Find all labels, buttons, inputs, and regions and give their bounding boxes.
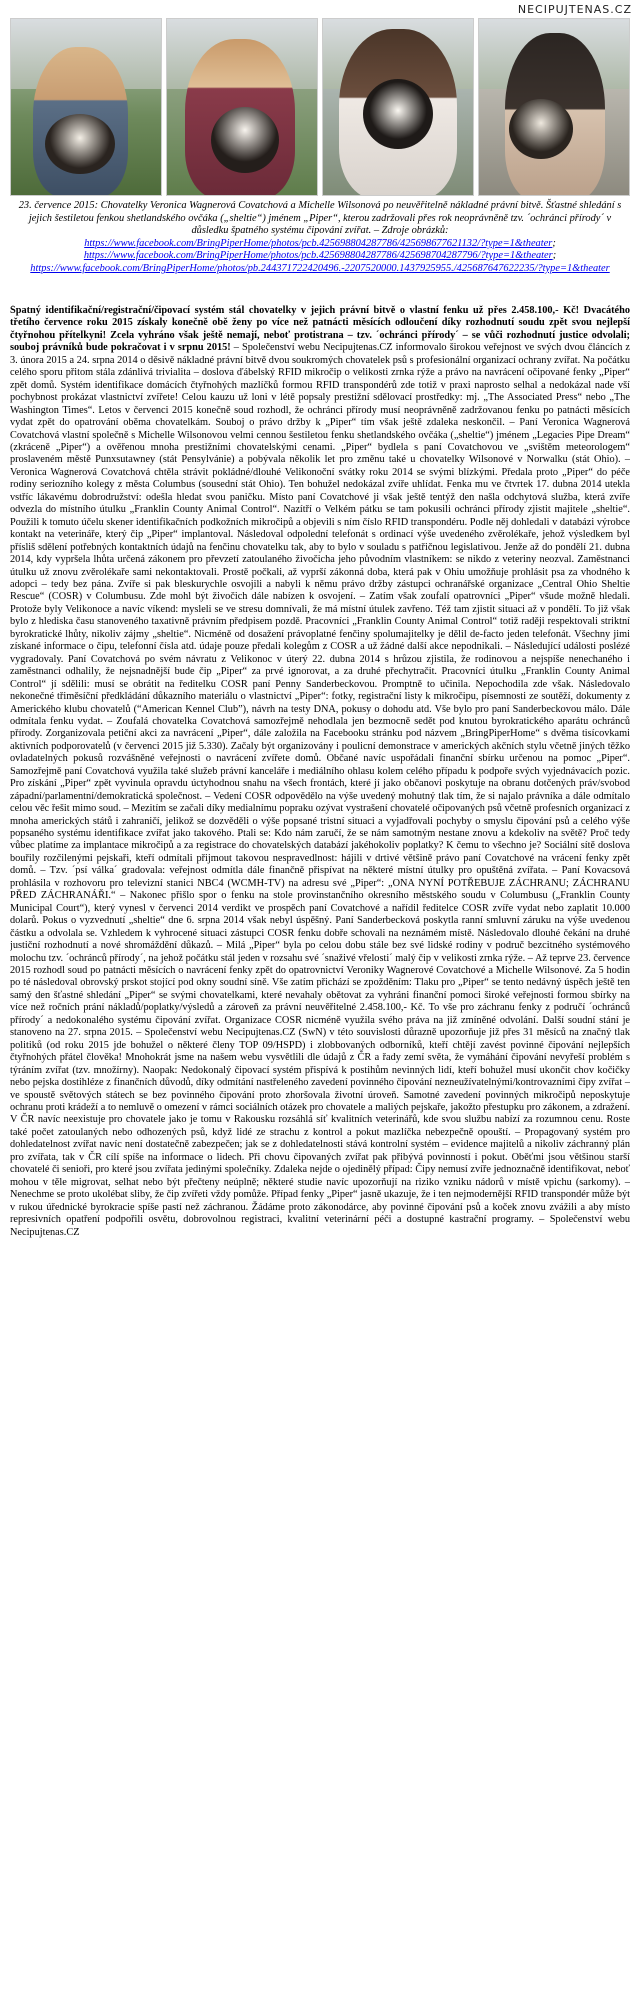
photo-3 [322,18,474,196]
photo-caption: 23. července 2015: Chovatelky Veronica Wagnerová Covatchová a Michelle Wilsonová po neuvěřitelně nákladné právní bitvě. Šťastné shledání s jejich šestiletou fenkou shetlandského ovčáka („sheltie“) jménem „Piper“, kterou zadržovali přes rok neoprávněně tzv. ´ochránci přírody´ v důsledku špatného systému čipování zvířat. – Zdroje obrázků: https://www.facebook.com/BringPiperHome/photos/pcb.425698804287786/425698677621132/?type=1&theater; https://www.facebook.com/BringPiperHome/photos/pcb.425698804287786/425698704287796/?type=1&theater; https://www.facebook.com/BringPiperHome/photos/pb.244371722420496.-2207520000.1437925955./425687647622235/?type=1&theater [18,200,622,274]
article-text: – Společenství webu Necipujtenas.CZ informovalo širokou veřejnost ve svých dvou článcích z 3. února 2015 a 24. srpna 2014 o děsivě nákladné právní bitvě dvou soukromých chovatelek psů s profesionální organizací ochrany zvířat. Na počátku celého sporu přitom stála zdánlivá trivialita – doslova ďábelský RFID mikročip o velikosti zrnka rýže a právo na navrácení očipované fenky „Piper“ zpět domů. Systém identifikace domácích čtyřnohých mazlíčků formou RFID transpondérů zde totiž v praxi naprosto selhal a nedokázal nade vší pochybnost prokázat vlastnictví zvířete! Celou kauzu už loni v létě popsaly prestižní sdělovací prostředky: mj. „The Associated Press“ nebo „The Washington Times“. Letos v červenci 2015 konečně soud rozhodl, že ochránci přírody musí neoprávněně zadržovanou fenku po patnácti měsících vydat zpět do opatrování oběma chovatelkám. Souboj o právo držby k „Piper“ tím však ještě zdaleka neskončil. – Paní Veronica Wagnerová Covatchová vlastní společně s Michelle Wilsonovou velmi cennou šestiletou fenku shetlandského ovčáka („sheltie“) jménem „Legacies Pipe Dream“ (zkráceně „Piper“) a ověřenou mnoha prestižními chovatelskými cenami. „Piper“ bydlela s paní Covatchovou ve „svištěm meteorologem“ proslaveném městě Punxsutawney (stát Pensylvánie) a pobývala několik let pro změnu také u chovatelky Wilsonové v Norwalku (stát Ohio). – Veronica Wagnerová Covatchová chtěla strávit pokládné/dlouhé Velikonoční svátky roku 2014 se svými blízkými. Předala proto „Piper“ do péče rodiny seriozního kolegy z města Columbus (sousední stát Ohio). Ten bohužel nedokázal zvíře uhlídat. Fenka mu ve čtvrtek 17. dubna 2014 utekla vstříc lákavému dobrodružství: odešla hledat svou paničku. Místo paní Covatchové ji však ještě tentýž den našla odchytová služba, která zvíře odvezla do místního útulku „Franklin County Animal Control“. Nazítří o Velkém pátku se tam pokusili ochránci přírody zjistit majitele „sheltie“. Použili k tomuto účelu skener identifikačních podkožních mikročipů a objevili s ním číslo RFID transpondéru. Podle něj dohledali v databázi výrobce kontakt na veterináře, který čip „Piper“ implantoval. Následoval odpolední telefonát s ordinací výše uvedeného zvěrolékaře, jehož výsledkem byl přísliš sdělení potřebných kontaktních údajů na fenčinu chovatelku tak, aby to bylo v souladu s patřičnou legislativou. Jenže až do pondělí 21. dubna 2014, kdy vypršela lhůta určená zákonem pro převzetí zatoulaného živočicha jeho původním vlastníkem: se nikdo z veteriny neozval. Zaměstnanci útulku už znovu zvěrolékaře sami nekontaktovali. Prostě počkali, až vyprší zákonná doba, která pak v Ohiu umožňuje prohlásit psa za vhodného k adopci – tedy bez pána. Zvíře si pak bleskurychle osvojili a nabyli k němu právo držby zástupci ochranářské organizace „Central Ohio Sheltie Rescue“ (COSR) v Columbusu. Zde mohl být živočich dále nabízen k osvojení. – Zatím však zoufalí opatrovníci „Piper“ všude možně hledali. Protože byly Velikonoce a navíc víkend: mysleli se ve stresu domnívali, že má místní útulek zavřeno. Též tam zjistit situaci až v pondělí. To již však bylo z hlediska času stanoveného taxativně právním předpisem pozdě. Pracovníci „Franklin County Animal Control“ totiž raději respektovali striktní byrokratické lhůty, nikoliv zájmy „sheltie“. Nicméně od dosažení právoplatné fenčiny spolumajitelky je dělil de-facto jeden telefonát. Všechny jimi získané informace o čipu, telefonní čísla atd. údaje pouze předali kolegům z COSR a už žádné další akce nepodnikali. – Následující události poslézé vygradovaly. Paní Covatchová po svém návratu z Velikonoc v úterý 22. dubna 2014 s hrůzou zjistila, že rodinovou a nejspíše nenechaného i zaměstnanci odhalily, že nejsnadnější bude čip „Piper“ za prvé ignorovat, a za druhé přechytračit. Pracovníci útulku „Franklin County Animal Control“ jí sdělili: musí se obrátit na ředitelku COSR paní Penny Sanderbeckovou. Promptně to učinila. Nepochodila zde však. Následovalo nekonečné třiměsíční předkládání důkazního materiálu o vlastnictví „Piper“: fotky, registrační listy k mikročipu, písemnosti ze soutěží, dokumenty z Amerického klubu chovatelů (“American Kennel Club”), návrh na testy DNA, pokusy o dohodu atd. Vše bylo pro paní Sanderbeckovou málo. Dále odmítala fenku vydat. – Zoufalá chovatelka Covatchová samozřejmě nehodlala jen bezmocně sedět pod knutou byrokratického aparátu ochránců přírody. Zorganizovala petiční akci za navrácení „Piper“, dále založila na Facebooku stránku pod názvem „BringPiperHome“ s dvěma tisícovkami aktivních podporovatelů (v červenci 2015 již 5.330). Začaly být organizovány i poulicní demonstrace v amerických akčních stylu včetně jiných těžko ovladatelných pokusů rozvášněné veřejnosti o navrácení zvířete domů. Občané navíc uspořádali finanční sbírku určenou na pomoc „Piper“. Samozřejmě paní Covatchová využila také služeb právní kanceláře i mediálního ohlasu kolem celého případu k podpoře svých vyjednávacích pozic. Pro získání „Piper“ zpět vyvinula opravdu úctyhodnou snahu na všech frontách, které jí jako občanovi poskytuje na obranu dotčených práv/svobod západní/parlamentní/demokratická společnost. – Vedení COSR odpovědělo na výše uvedený mohutný tlak tím, že si najalo právníka a dále odmítalo celou věc řešit mimo soud. – Mezitím se začali díky medialnímu popraku ozývat vystrašení chovatelé očipovaných psů včetně profesních organizací z mnoha amerických států i zahraničí, jelikož se dozvěděli o výše popsané tristní situaci a vyjadřovali pochyby o smyslu čipování psů a celého výše popsaného systému identifikace zvířat jako takového. Ptali se: Kdo nám zaručí, že se nám samotným nestane znovu a kdekoliv na světě? Proč tedy vůbec platíme za implantace mikročipů a za registrace do chovatelských databází jakéhokoliv poplatky? K čemu to všechno je? Sociální sítě doslova bouřily rozčilenými pejskaři, kteří odmítali přijmout takovou nespravedlnost: hájili v drtivé většině právo paní Covatchové na vrácení fenky zpět domů. – Tzv. ´psí válka´ gradovala: veřejnost odmítla dále finančně přispívat na některé místní útulky pro opuštěná zvířata. – Paní Kovacsová prohlásila v rozhovoru pro televizní stanici NBC4 (WCMH-TV) na adresu své „Piper“: „ONA NYNÍ POTŘEBUJE ZÁCHRANU; ZÁCHRANU PŘED ZÁCHRANÁŘI.“ – Nakonec přišlo spor o fenku na stole provinstančního okresního městského soudu v Columbusu („Franklin County Municipal Court“), který vynesl v červenci 2014 verdikt ve prospěch paní Covatchové a nařídil ředitelce COSR zvíře vydat nebo zaplatit 10.000 dolarů. Pokus o vyzvednutí „sheltie“ dne 6. srpna 2014 však nebyl úspěšný. Paní Sanderbecková poskytla ranní smluvní záruku na výše uvedenou částku a odvolala se. Vzhledem k vyhrocené situaci zástupci COSR fenku dobře schovali na neznámém místě. Následovalo dlouhé čekání na druhé justiční rozhodnutí a nové shromáždění důkazů. – Milá „Piper“ byla po celou dobu stále bez své lidské rodiny v područ bezcitného systémového molochu tzv. ´ochránců přírody´, na jehož počátku stál jeden v rozsahu své ´snaživé vřelosti´ malý čip v velikosti zrnka rýže. – Až teprve 23. července 2015 rozhodl soud po patnácti měsících o navrácení fenky zpět do opatrovnictví Veroniky Wagnerové Covatchové a Michelle Wilsonové. Za 5 hodin po té následoval obrovský prskot stojící pod okny soudní síně. Vše zatím přichází se zpožděním: Tlaku pro „Piper“ se tento nedávný úspěch ještě ten samý den šťastné shledání „Piper“ se svými chovatelkami, které nevahaly obětovat za vyhráni finanční pomoci široké veřejnosti formou sbírky na více než ročních prání nákladů/poplatky/výsledů a zároveň za právní neuvěřitelné 2.458.100,- Kč. To vše pro záchranu fenky z područí ´ochránců přírody´ a nedokonalého systému čipování zvířat. Organizace COSR nicméně využila svého práva na již zmíněné odvolání. Další soudní stání je stanoveno na 27. srpna 2015. – Společenství webu Necipujtenas.CZ (SwN) v této souvislosti důrazně upozorňuje již přes 31 měsíců na značný tlak politiků (od roku 2015 jde bohužel o některé členy TOP 09/HSPD) i zlobbovaných odborníků, kteří chtějí zavést povinné čipování nejlepších čtyřnohých přátel člověka! Mnohokrát jsme na našem webu vysvětlili dle údajů z ČR a řady zemí světa, že vymáhání čipování nevyřeší problém s týráním zvířat (tzv. množírny). Naopak: Nedokonalý čipovací systém přispívá k postihům nevinných lidí, kteří bohužel musí ukončit chov kočičky nebo pejska dostihléze z finančních důvodů, díky odmítání nastřeleného zavedení povinného čipování nezneužívatelnými/kontrovazními čipy zvířat – ve spoustě světových státech se bez povinného čipování proto zhoršovala životní úroveň. Samotné zavedení povinných mikročipů neposkytuje ochranu proti krádeží a to nemluvě o omezení v rámci sociálních otázek pro chovatele a maliých pejskaře, jakožto přestupku pro zákonem, a zdražení. V ČR navíc neexistuje pro chovatele jako je tomu v Rakousku rozsáhlá síť kvalitních veterinářů, kde svou službu nabízí za rozumnou cenu. Roste také počet zatoulaných nebo odhozených psů, když lidé ze strachu z kontrol a pokut mazlíčka nebezpečně opouští. – Propagovaný systém pro dohledatelnost zvířat navíc není dostatečně zabezpečen; jak se z dohledatelnosti stává kontrolní systém – evidence majitelů a nikoliv záchranný plán pro zvířata, tak v ČR cílí spíše na informace o lidech. Při chovu čipovaných zvířat pak přibývá povinností i pokut. Oběťmi jsou většinou starší chovatelé či senioři, pro které jsou zvířata jedinými společníky. Zdaleka nejde o ojedinělý případ: Čipy nemusí zvíře jednoznačně identifikovat, neboť mohou v těle migrovat, selhat nebo být přečteny neúplně; některé studie navíc upozorňují na riziko vzniku nádorů v místě vpichu (sarkomy). – Nenechme se proto ukolébat sliby, že čip zvířeti vždy pomůže. Případ fenky „Piper“ jasně ukazuje, že i ten nejmodernější RFID transpondér může být v rukou úřednické byrokracie spíše pastí než záchranou. Žádáme proto zákonodárce, aby povinné čipování psů a koček znovu zvážili a aby místo represivních opatření podpořili osvětu, dobrovolnou registraci, kvalitní veterinární péči a dostupné kastrační programy. – Společenství webu Necipujtenas.CZ [10,342,630,1238]
caption-source-link-1[interactable]: https://www.facebook.com/BringPiperHome/photos/pcb.425698804287786/425698677621132/?type=1&theater [84,237,553,249]
article-body [10,305,630,1995]
photo-2 [166,18,318,196]
caption-text: 23. července 2015: Chovatelky Veronica Wagnerová Covatchová a Michelle Wilsonová po neuvěřitelně nákladné právní bitvě. Šťastné shledání s jejich šestiletou fenkou shetlandského ovčáka („sheltie“) jménem „Piper“, kterou zadržovali přes rok neoprávněně tzv. ´ochránci přírody´ v důsledku špatného systému čipování zvířat. – [18,200,622,237]
article-lead: Špatný identifikační/registrační/čipovací systém stál chovatelky v jejich právní bitvě o vlastní fenku už přes 2.458.100,- Kč! Dvacátého třetího července roku 2015 získaly konečně obě ženy po více než patnácti měsících odloučení díky rozhodnutí soudu zpět svou nejlepší čtyřnohou přítelkyni! Zcela vyhráno však ještě nemají, neboť protistrana – tzv. ´ochránci přírody´ – se vůči rozhodnutí justice odvolali; souboj právníků bude pokračovat i v srpnu 2015! [10,305,630,354]
site-masthead: NECIPUJTENAS.CZ [517,3,632,16]
photo-1 [10,18,162,196]
caption-source-link-2[interactable]: https://www.facebook.com/BringPiperHome/photos/pcb.425698804287786/425698704287796/?type=1&theater [83,250,553,262]
caption-source-label: Zdroje obrázků: [381,225,449,237]
article-paragraph [10,305,630,1239]
photo-strip [10,18,630,196]
caption-source-link-3[interactable]: https://www.facebook.com/BringPiperHome/photos/pb.244371722420496.-2207520000.1437925955./425687647622235/?type=1&theater [30,262,610,274]
photo-4 [478,18,630,196]
